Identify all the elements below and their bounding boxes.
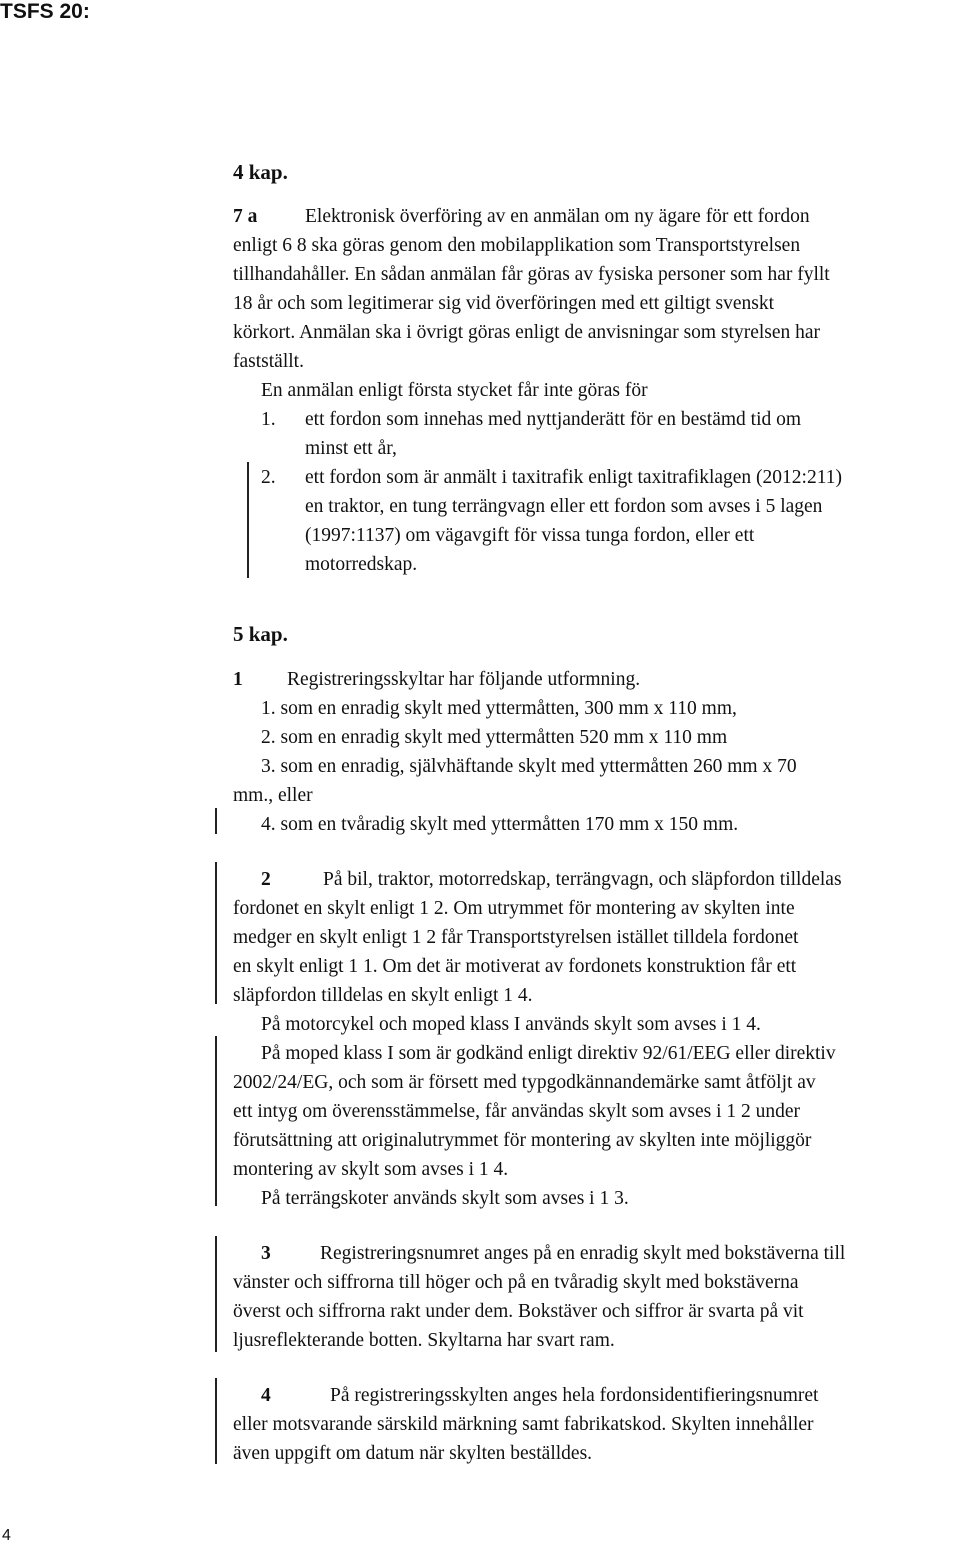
para-1-number: 1 — [233, 669, 243, 690]
list-item-line: 1. som en enradig skylt med yttermåtten, 300 mm x 110 mm, — [261, 698, 737, 719]
body-line: På moped klass I som är godkänd enligt direktiv 92/61/EEG eller direktiv — [261, 1043, 836, 1064]
list-number: 2. — [261, 467, 276, 488]
body-line: 18 år och som legitimerar sig vid överföringen med ett giltigt svenskt — [233, 293, 775, 314]
body-line: förutsättning att originalutrymmet för montering av skylten inte möjliggör — [233, 1130, 812, 1151]
list-item-line: en traktor, en tung terrängvagn eller ett fordon som avses i 5 lagen — [305, 496, 823, 517]
para-4-number: 4 — [261, 1385, 271, 1406]
body-line: körkort. Anmälan ska i övrigt göras enligt de anvisningar som styrelsen har — [233, 322, 821, 343]
body-line: ett intyg om överensstämmelse, får användas skylt som avses i 1 2 under — [233, 1101, 801, 1122]
body-line: överst och siffrorna rakt under dem. Bokstäver och siffror är svarta på vit — [233, 1301, 804, 1322]
chapter-4-heading: 4 kap. — [233, 160, 288, 184]
list-item-line: (1997:1137) om vägavgift för vissa tunga fordon, eller ett — [305, 525, 755, 546]
body-line: På terrängskoter används skylt som avses i 1 3. — [261, 1188, 629, 1209]
body-line: 2002/24/EG, och som är försett med typgodkännandemärke samt åtföljt av — [233, 1072, 816, 1093]
list-item-line: 4. som en tvåradig skylt med yttermåtten 170 mm x 150 mm. — [261, 814, 739, 835]
change-bar — [215, 1036, 217, 1206]
body-line: eller motsvarande särskild märkning samt fabrikatskod. Skylten innehåller — [233, 1414, 814, 1435]
page-number: 4 — [2, 1527, 11, 1544]
body-line: medger en skylt enligt 1 2 får Transportstyrelsen istället tilldela fordonet — [233, 927, 799, 948]
list-item-line: motorredskap. — [305, 554, 418, 575]
body-line: ljusreflekterande botten. Skyltarna har svart ram. — [233, 1330, 615, 1351]
list-item-line: mm., eller — [233, 785, 313, 806]
document-header: TSFS 20: — [0, 0, 90, 23]
body-line: Registreringsskyltar har följande utformning. — [287, 669, 641, 690]
list-item-line: ett fordon som innehas med nyttjanderätt för en bestämd tid om — [305, 409, 802, 430]
para-7a-number: 7 a — [233, 206, 258, 227]
body-line: vänster och siffrorna till höger och på en tvåradig skylt med bokstäverna — [233, 1272, 799, 1293]
para-3-number: 3 — [261, 1243, 271, 1264]
list-item-line: 3. som en enradig, självhäftande skylt med yttermåtten 260 mm x 70 — [261, 756, 797, 777]
body-line: På motorcykel och moped klass I används skylt som avses i 1 4. — [261, 1014, 761, 1035]
list-item-line: 2. som en enradig skylt med yttermåtten 520 mm x 110 mm — [261, 727, 728, 748]
para-2-number: 2 — [261, 869, 271, 890]
body-line: en skylt enligt 1 1. Om det är motiverat av fordonets konstruktion får ett — [233, 956, 797, 977]
change-bar — [215, 862, 217, 1004]
change-bar — [247, 462, 249, 578]
body-line: fordonet en skylt enligt 1 2. Om utrymmet för montering av skylten inte — [233, 898, 795, 919]
body-line: tillhandahåller. En sådan anmälan får göras av fysiska personer som har fyllt — [233, 264, 830, 285]
body-line: släpfordon tilldelas en skylt enligt 1 4. — [233, 985, 533, 1006]
body-line: montering av skylt som avses i 1 4. — [233, 1159, 509, 1180]
body-line: Elektronisk överföring av en anmälan om ny ägare för ett fordon — [305, 206, 810, 227]
body-line: fastställt. — [233, 351, 304, 372]
change-bar — [215, 1236, 217, 1352]
list-item-line: ett fordon som är anmält i taxitrafik enligt taxitrafiklagen (2012:211) — [305, 467, 842, 488]
body-line: även uppgift om datum när skylten beställdes. — [233, 1443, 593, 1464]
body-line: enligt 6 8 ska göras genom den mobilapplikation som Transportstyrelsen — [233, 235, 801, 256]
body-line: På registreringsskylten anges hela fordonsidentifieringsnumret — [330, 1385, 819, 1406]
body-line: På bil, traktor, motorredskap, terrängvagn, och släpfordon tilldelas — [323, 869, 842, 890]
list-number: 1. — [261, 409, 276, 430]
list-item-line: minst ett år, — [305, 438, 397, 459]
chapter-5-heading: 5 kap. — [233, 622, 288, 646]
change-bar — [215, 1378, 217, 1464]
body-line: En anmälan enligt första stycket får inte göras för — [261, 380, 648, 401]
body-line: Registreringsnumret anges på en enradig skylt med bokstäverna till — [320, 1243, 846, 1264]
change-bar — [215, 808, 217, 834]
